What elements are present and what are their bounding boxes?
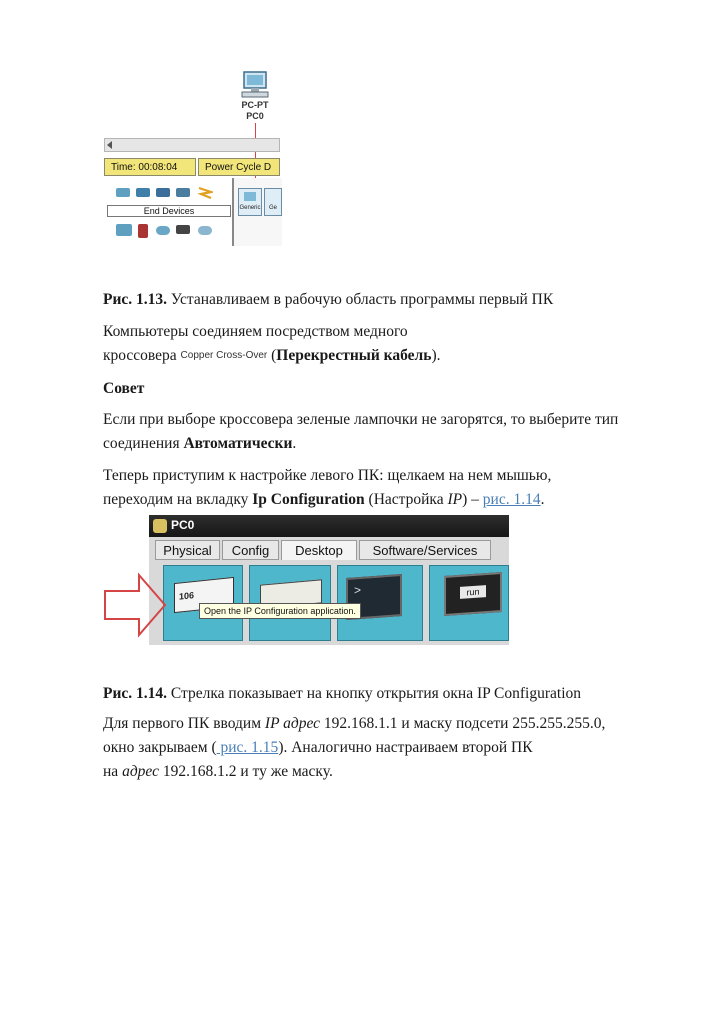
paragraph-line: Компьютеры соединяем посредством медного — [103, 323, 408, 340]
link-figure-1-14[interactable]: рис. 1.14 — [482, 491, 541, 508]
text-span: Для первого ПК вводим — [103, 715, 265, 732]
caption-figure-1-14 — [103, 682, 581, 706]
server-icon[interactable] — [138, 224, 148, 238]
tab-physical[interactable]: Physical — [155, 540, 220, 560]
text-span: 192.168.1.2 и ту же маску. — [158, 763, 333, 780]
second-pc-button[interactable] — [264, 188, 282, 216]
second-device-label: Ge — [268, 205, 277, 211]
run-label: run — [460, 585, 486, 599]
wireless-icon[interactable] — [176, 188, 190, 197]
pc-name-label: PC0 — [246, 111, 264, 121]
paragraph-line — [103, 736, 533, 760]
connections-icon[interactable] — [197, 184, 213, 200]
horizontal-scrollbar[interactable] — [104, 138, 280, 152]
italic-text: адрес — [122, 763, 159, 780]
caption-text: Стрелка показывает на кнопку открытия окна IP Configuration — [167, 685, 582, 702]
tooltip: Open the IP Configuration application. — [199, 603, 361, 619]
copper-cross-over-inline-image: Copper Cross-Over — [180, 350, 268, 361]
paragraph-line: Если при выборе кроссовера зеленые лампочки не загорятся, то выберите тип — [103, 411, 619, 428]
text-span: ( — [267, 347, 277, 364]
tip-heading: Совет — [103, 380, 145, 397]
paragraph-line — [103, 712, 605, 736]
caption-label: Рис. 1.14. — [103, 685, 168, 702]
figure-2-pc0-desktop — [103, 515, 509, 645]
paragraph-line — [103, 488, 544, 512]
phone-icon[interactable] — [156, 226, 170, 235]
italic-text: IP — [447, 491, 463, 508]
paragraph-line — [103, 344, 441, 368]
red-arrow-icon — [103, 571, 167, 641]
caption-label: Рис. 1.13. — [103, 291, 168, 308]
figure-1-packet-tracer-workspace — [100, 70, 280, 250]
tab-desktop[interactable]: Desktop — [281, 540, 357, 560]
pc-type-label: PC-PT — [241, 100, 269, 110]
bold-text: Ip Configuration — [252, 491, 365, 508]
pc-device-icon[interactable] — [116, 224, 132, 236]
generic-pc-button[interactable] — [238, 188, 262, 216]
switch-icon[interactable] — [136, 188, 150, 197]
tab-config[interactable]: Config — [222, 540, 279, 560]
paragraph-line — [103, 432, 296, 456]
link-figure-1-15[interactable]: рис. 1.15 — [216, 739, 279, 756]
caption-text: Устанавливаем в рабочую область программы первый ПК — [167, 291, 554, 308]
command-prompt-icon — [444, 572, 502, 616]
time-display: Time: 00:08:04 — [104, 158, 196, 176]
ip-config-icon-text: 106 — [179, 590, 195, 602]
power-cycle-button[interactable]: Power Cycle D — [198, 158, 280, 176]
text-span: на — [103, 763, 123, 780]
end-devices-label: End Devices — [107, 205, 231, 217]
paragraph-line: Теперь приступим к настройке левого ПК: щелкаем на нем мышью, — [103, 467, 552, 484]
text-span: ). — [431, 347, 441, 364]
caption-figure-1-13 — [103, 288, 553, 312]
pc-icon[interactable] — [238, 70, 272, 100]
command-prompt-tile[interactable] — [429, 565, 509, 641]
printer-icon[interactable] — [176, 225, 190, 234]
terminal-prompt-icon: > — [354, 582, 362, 598]
text-span: ) – — [462, 491, 483, 508]
tab-software-services[interactable]: Software/Services — [359, 540, 491, 560]
window-title-bar — [149, 515, 509, 537]
hub-icon[interactable] — [156, 188, 170, 197]
text-span: ). Аналогично настраиваем второй ПК — [278, 739, 533, 756]
italic-text: IP адрес — [264, 715, 321, 732]
generic-label: Generic — [239, 205, 261, 211]
text-span: . — [292, 435, 297, 452]
tablet-icon[interactable] — [198, 226, 212, 235]
paragraph-line — [103, 760, 333, 784]
bold-text: Автоматически — [183, 435, 293, 452]
text-span: (Настройка — [364, 491, 448, 508]
text-span: окно закрываем ( — [103, 739, 217, 756]
router-icon[interactable] — [116, 188, 130, 197]
text-span: . — [540, 491, 545, 508]
scroll-left-icon[interactable] — [107, 141, 112, 149]
window-title: PC0 — [171, 518, 195, 532]
device-model-panel — [232, 178, 282, 246]
app-icon — [153, 519, 167, 533]
text-span: переходим на вкладку — [103, 491, 253, 508]
text-span: соединения — [103, 435, 184, 452]
bold-text: Перекрестный кабель — [276, 347, 432, 364]
text-span: кроссовера — [103, 347, 181, 364]
device-category-panel — [104, 178, 232, 244]
text-span: 192.168.1.1 и маску подсети 255.255.255.0, — [320, 715, 606, 732]
